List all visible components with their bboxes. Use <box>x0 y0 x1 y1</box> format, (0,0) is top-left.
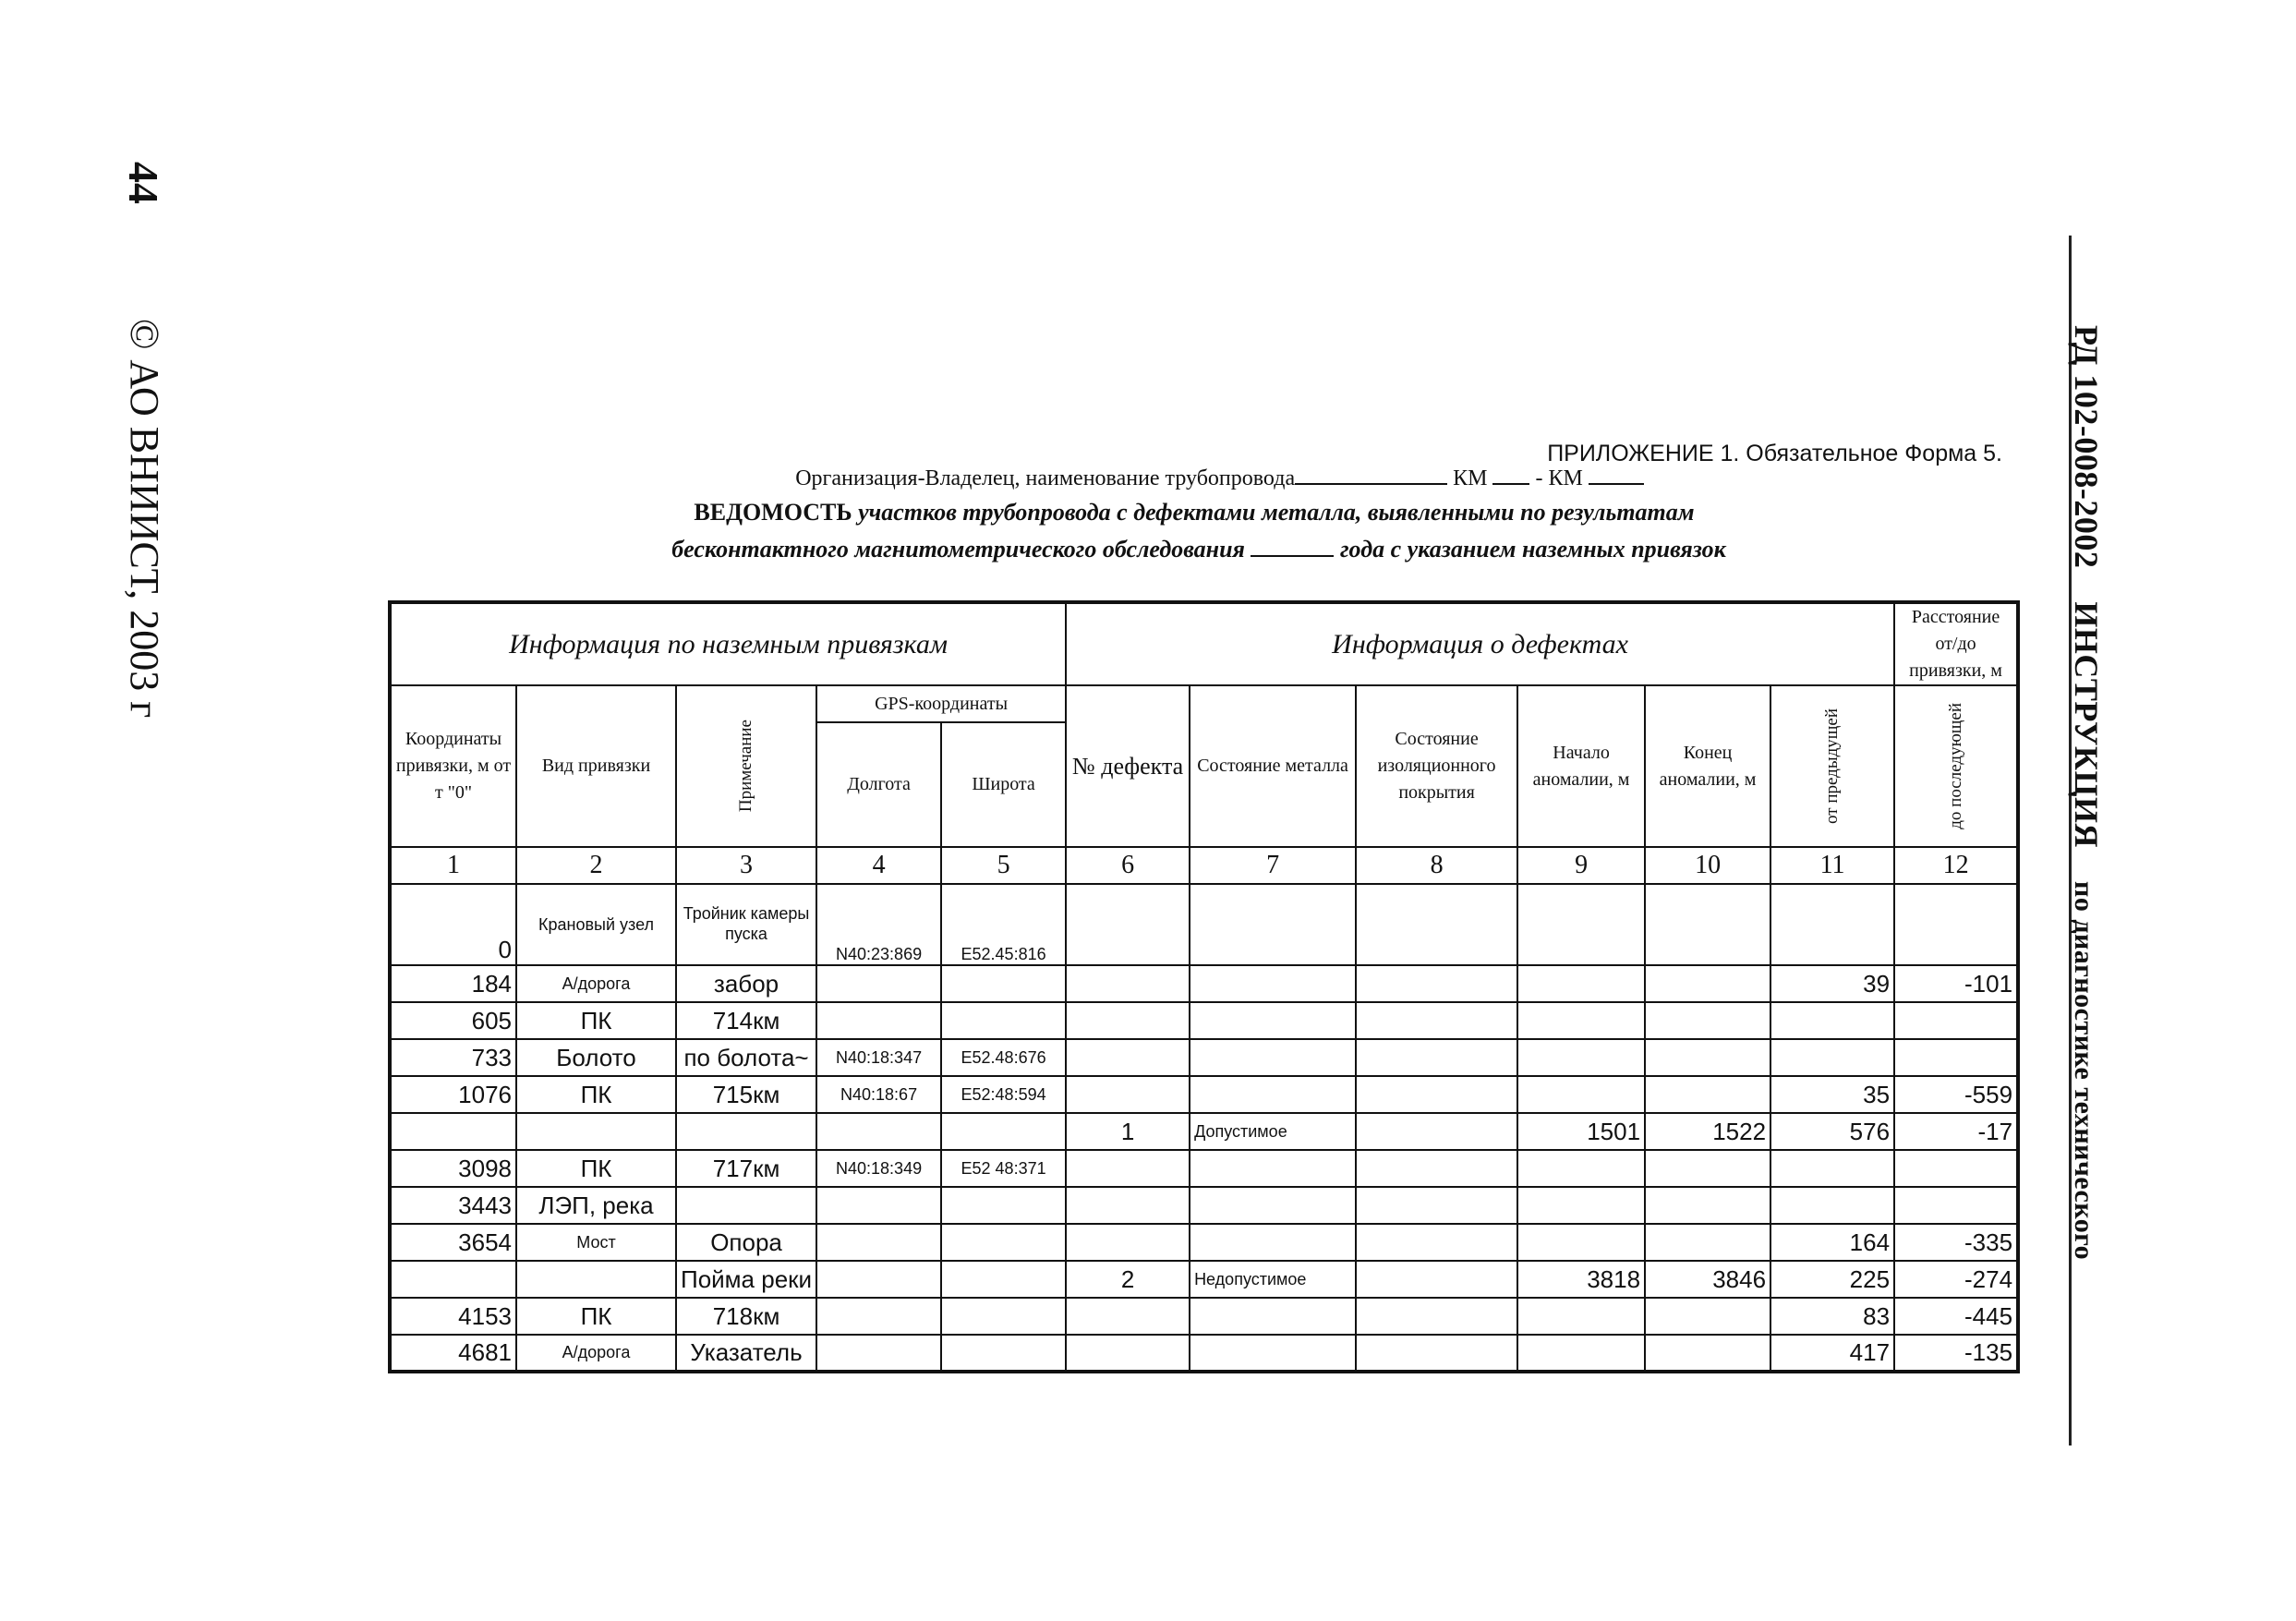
cell-to-next: -274 <box>1894 1261 2018 1298</box>
cell-defect-no <box>1066 1187 1190 1224</box>
cell-lat <box>941 1187 1066 1224</box>
column-number: 12 <box>1894 847 2018 884</box>
cell-coating-state <box>1356 1224 1517 1261</box>
section-ground: Информация по наземным привязкам <box>390 602 1066 685</box>
cell-defect-no <box>1066 1039 1190 1076</box>
page-number: 44 <box>120 162 167 204</box>
km-blank-2 <box>1589 483 1644 485</box>
header-coord: Координаты привязки, м от т "0" <box>390 685 516 847</box>
cell-coord: 1076 <box>390 1076 516 1113</box>
cell-note: Тройник камеры пуска <box>676 884 816 965</box>
cell-coord: 3098 <box>390 1150 516 1187</box>
cell-lat: E52 48:371 <box>941 1150 1066 1187</box>
org-line <box>0 466 2296 491</box>
cell-defect-no <box>1066 1076 1190 1113</box>
cell-type: Крановый узел <box>516 884 676 965</box>
cell-lon <box>816 1224 941 1261</box>
cell-note: Указатель <box>676 1335 816 1372</box>
document-subtitle <box>0 536 2296 563</box>
cell-anomaly-start: 3818 <box>1517 1261 1645 1298</box>
column-number: 8 <box>1356 847 1517 884</box>
cell-anomaly-start <box>1517 884 1645 965</box>
table-row <box>390 884 2018 965</box>
cell-coord: 605 <box>390 1002 516 1039</box>
cell-note: 714км <box>676 1002 816 1039</box>
cell-type <box>516 1113 676 1150</box>
column-number: 6 <box>1066 847 1190 884</box>
cell-anomaly-end <box>1645 1002 1770 1039</box>
cell-metal-state <box>1190 884 1356 965</box>
header-to-next-cell <box>1894 685 2018 847</box>
cell-to-next: -445 <box>1894 1298 2018 1335</box>
km-label-1: КМ <box>1453 466 1488 490</box>
table-row <box>390 1261 2018 1298</box>
cell-lon <box>816 1261 941 1298</box>
cell-coord <box>390 1113 516 1150</box>
cell-anomaly-start <box>1517 1039 1645 1076</box>
cell-anomaly-end <box>1645 1076 1770 1113</box>
cell-anomaly-start <box>1517 1187 1645 1224</box>
cell-from-prev: 35 <box>1770 1076 1894 1113</box>
header-defect-no: № дефекта <box>1066 685 1190 847</box>
cell-type: Мост <box>516 1224 676 1261</box>
cell-coating-state <box>1356 1261 1517 1298</box>
cell-coord: 4681 <box>390 1335 516 1372</box>
cell-anomaly-end <box>1645 1039 1770 1076</box>
cell-note: Опора <box>676 1224 816 1261</box>
cell-anomaly-end <box>1645 1150 1770 1187</box>
column-number: 1 <box>390 847 516 884</box>
cell-coating-state <box>1356 884 1517 965</box>
table-row <box>390 1187 2018 1224</box>
cell-lat <box>941 1113 1066 1150</box>
cell-note <box>676 1113 816 1150</box>
cell-metal-state <box>1190 1298 1356 1335</box>
cell-type: ПК <box>516 1002 676 1039</box>
column-number: 9 <box>1517 847 1645 884</box>
org-blank <box>1295 483 1447 485</box>
column-number: 2 <box>516 847 676 884</box>
cell-metal-state <box>1190 1150 1356 1187</box>
cell-anomaly-start <box>1517 965 1645 1002</box>
cell-anomaly-end <box>1645 1187 1770 1224</box>
table-row <box>390 1150 2018 1187</box>
cell-coating-state <box>1356 1187 1517 1224</box>
cell-anomaly-start: 1501 <box>1517 1113 1645 1150</box>
cell-anomaly-start <box>1517 1076 1645 1113</box>
cell-metal-state <box>1190 1224 1356 1261</box>
cell-anomaly-start <box>1517 1150 1645 1187</box>
cell-anomaly-start <box>1517 1224 1645 1261</box>
cell-coord: 3443 <box>390 1187 516 1224</box>
cell-from-prev: 225 <box>1770 1261 1894 1298</box>
table-row <box>390 965 2018 1002</box>
cell-note: Пойма реки <box>676 1261 816 1298</box>
cell-lon <box>816 1335 941 1372</box>
cell-to-next <box>1894 1187 2018 1224</box>
cell-note: 717км <box>676 1150 816 1187</box>
cell-to-next: -335 <box>1894 1224 2018 1261</box>
doc-type: ИНСТРУКЦИЯ <box>2068 601 2105 849</box>
form-label: ПРИЛОЖЕНИЕ 1. Обязательное Форма 5. <box>1547 441 2002 466</box>
cell-note: 715км <box>676 1076 816 1113</box>
header-anomaly-start: Начало аномалии, м <box>1517 685 1645 847</box>
cell-type <box>516 1261 676 1298</box>
header-metal-state: Состояние металла <box>1190 685 1356 847</box>
doc-title: по диагностике технического <box>2069 881 2099 1261</box>
header-gps: GPS-координаты <box>816 685 1066 722</box>
cell-coord: 733 <box>390 1039 516 1076</box>
cell-coating-state <box>1356 1298 1517 1335</box>
cell-to-next <box>1894 1039 2018 1076</box>
cell-lon <box>816 1113 941 1150</box>
cell-lat: E52.48:676 <box>941 1039 1066 1076</box>
table-row <box>390 1335 2018 1372</box>
km-label-2: - КМ <box>1535 466 1583 490</box>
cell-to-next: -101 <box>1894 965 2018 1002</box>
header-lat: Широта <box>941 722 1066 847</box>
year-blank <box>1251 555 1334 557</box>
title-bold: ВЕДОМОСТЬ <box>694 499 852 526</box>
cell-coord: 184 <box>390 965 516 1002</box>
cell-lon: N40:18:67 <box>816 1076 941 1113</box>
cell-note: забор <box>676 965 816 1002</box>
column-number-row <box>390 847 2018 884</box>
header-to-next: до последующей <box>1945 703 1965 829</box>
cell-defect-no <box>1066 1150 1190 1187</box>
cell-anomaly-end <box>1645 1335 1770 1372</box>
cell-type: А/дорога <box>516 1335 676 1372</box>
cell-anomaly-start <box>1517 1335 1645 1372</box>
cell-defect-no <box>1066 1224 1190 1261</box>
cell-to-next <box>1894 1002 2018 1039</box>
cell-coating-state <box>1356 965 1517 1002</box>
cell-coord: 3654 <box>390 1224 516 1261</box>
header-lon: Долгота <box>816 722 941 847</box>
cell-from-prev: 576 <box>1770 1113 1894 1150</box>
cell-coating-state <box>1356 1076 1517 1113</box>
cell-metal-state <box>1190 1335 1356 1372</box>
cell-defect-no: 2 <box>1066 1261 1190 1298</box>
cell-lat <box>941 1224 1066 1261</box>
header-type: Вид привязки <box>516 685 676 847</box>
cell-note <box>676 1187 816 1224</box>
cell-from-prev <box>1770 1039 1894 1076</box>
title-rest: участков трубопровода с дефектами металла, выявленными по результатам <box>858 499 1695 526</box>
cell-defect-no <box>1066 1298 1190 1335</box>
cell-lon <box>816 1002 941 1039</box>
cell-from-prev <box>1770 1002 1894 1039</box>
cell-lat: E52:48:594 <box>941 1076 1066 1113</box>
cell-from-prev: 417 <box>1770 1335 1894 1372</box>
cell-coating-state <box>1356 1039 1517 1076</box>
cell-type: ПК <box>516 1298 676 1335</box>
cell-lon: N40:18:349 <box>816 1150 941 1187</box>
cell-metal-state: Недопустимое <box>1190 1261 1356 1298</box>
cell-metal-state <box>1190 1002 1356 1039</box>
cell-lat <box>941 1261 1066 1298</box>
cell-metal-state <box>1190 965 1356 1002</box>
cell-lat <box>941 1335 1066 1372</box>
column-number: 11 <box>1770 847 1894 884</box>
table-row <box>390 1039 2018 1076</box>
doc-code: РД 102-008-2002 <box>2068 325 2105 569</box>
cell-anomaly-end <box>1645 1224 1770 1261</box>
header-from-prev-cell <box>1770 685 1894 847</box>
cell-lat: E52.45:816 <box>941 884 1066 965</box>
table-row <box>390 1298 2018 1335</box>
cell-anomaly-end: 3846 <box>1645 1261 1770 1298</box>
cell-anomaly-end: 1522 <box>1645 1113 1770 1150</box>
cell-anomaly-end <box>1645 1298 1770 1335</box>
section-defects: Информация о дефектах <box>1066 602 1894 685</box>
cell-from-prev: 83 <box>1770 1298 1894 1335</box>
km-blank-1 <box>1492 483 1529 485</box>
cell-defect-no <box>1066 965 1190 1002</box>
column-number: 10 <box>1645 847 1770 884</box>
cell-anomaly-end <box>1645 884 1770 965</box>
cell-from-prev <box>1770 1187 1894 1224</box>
cell-note: 718км <box>676 1298 816 1335</box>
cell-from-prev <box>1770 884 1894 965</box>
table-row <box>390 1002 2018 1039</box>
cell-lon <box>816 1187 941 1224</box>
cell-lon: N40:23:869 <box>816 884 941 965</box>
cell-anomaly-end <box>1645 965 1770 1002</box>
cell-to-next: -135 <box>1894 1335 2018 1372</box>
header-note: Примечание <box>736 720 756 813</box>
column-number: 7 <box>1190 847 1356 884</box>
table-row <box>390 1076 2018 1113</box>
cell-type: ЛЭП, река <box>516 1187 676 1224</box>
cell-type: Болото <box>516 1039 676 1076</box>
cell-defect-no <box>1066 1002 1190 1039</box>
cell-lon <box>816 1298 941 1335</box>
cell-metal-state <box>1190 1039 1356 1076</box>
cell-anomaly-start <box>1517 1298 1645 1335</box>
cell-to-next <box>1894 884 2018 965</box>
defects-table <box>388 600 2020 1373</box>
table-row <box>390 1113 2018 1150</box>
cell-metal-state <box>1190 1187 1356 1224</box>
cell-lat <box>941 1002 1066 1039</box>
cell-type: А/дорога <box>516 965 676 1002</box>
cell-to-next: -17 <box>1894 1113 2018 1150</box>
cell-lon: N40:18:347 <box>816 1039 941 1076</box>
cell-metal-state <box>1190 1076 1356 1113</box>
cell-coord: 4153 <box>390 1298 516 1335</box>
section-distance: Расстояние от/до привязки, м <box>1894 602 2018 685</box>
cell-type: ПК <box>516 1076 676 1113</box>
header-anomaly-end: Конец аномалии, м <box>1645 685 1770 847</box>
cell-metal-state: Допустимое <box>1190 1113 1356 1150</box>
cell-lat <box>941 965 1066 1002</box>
cell-coating-state <box>1356 1335 1517 1372</box>
table-row <box>390 1224 2018 1261</box>
cell-from-prev <box>1770 1150 1894 1187</box>
cell-coord: 0 <box>390 884 516 965</box>
cell-from-prev: 39 <box>1770 965 1894 1002</box>
cell-note: по болота~ <box>676 1039 816 1076</box>
cell-coating-state <box>1356 1150 1517 1187</box>
copyright-notice: © АО ВНИИСТ, 2003 г <box>122 319 167 719</box>
header-from-prev: от предыдущей <box>1822 708 1843 824</box>
column-number: 5 <box>941 847 1066 884</box>
column-number: 4 <box>816 847 941 884</box>
header-coating-state: Состояние изоляционного покрытия <box>1356 685 1517 847</box>
cell-type: ПК <box>516 1150 676 1187</box>
cell-defect-no: 1 <box>1066 1113 1190 1150</box>
org-line-text: Организация-Владелец, наименование трубопровода <box>795 466 1296 490</box>
column-number: 3 <box>676 847 816 884</box>
cell-lat <box>941 1298 1066 1335</box>
cell-anomaly-start <box>1517 1002 1645 1039</box>
cell-to-next: -559 <box>1894 1076 2018 1113</box>
cell-from-prev: 164 <box>1770 1224 1894 1261</box>
cell-coating-state <box>1356 1002 1517 1039</box>
document-title <box>0 499 2296 526</box>
cell-coord <box>390 1261 516 1298</box>
subtitle-part1: бесконтактного магнитометрического обследования <box>671 536 1245 563</box>
header-note-cell <box>676 685 816 847</box>
cell-defect-no <box>1066 1335 1190 1372</box>
cell-coating-state <box>1356 1113 1517 1150</box>
cell-defect-no <box>1066 884 1190 965</box>
cell-to-next <box>1894 1150 2018 1187</box>
cell-lon <box>816 965 941 1002</box>
subtitle-part2: года с указанием наземных привязок <box>1339 536 1726 563</box>
